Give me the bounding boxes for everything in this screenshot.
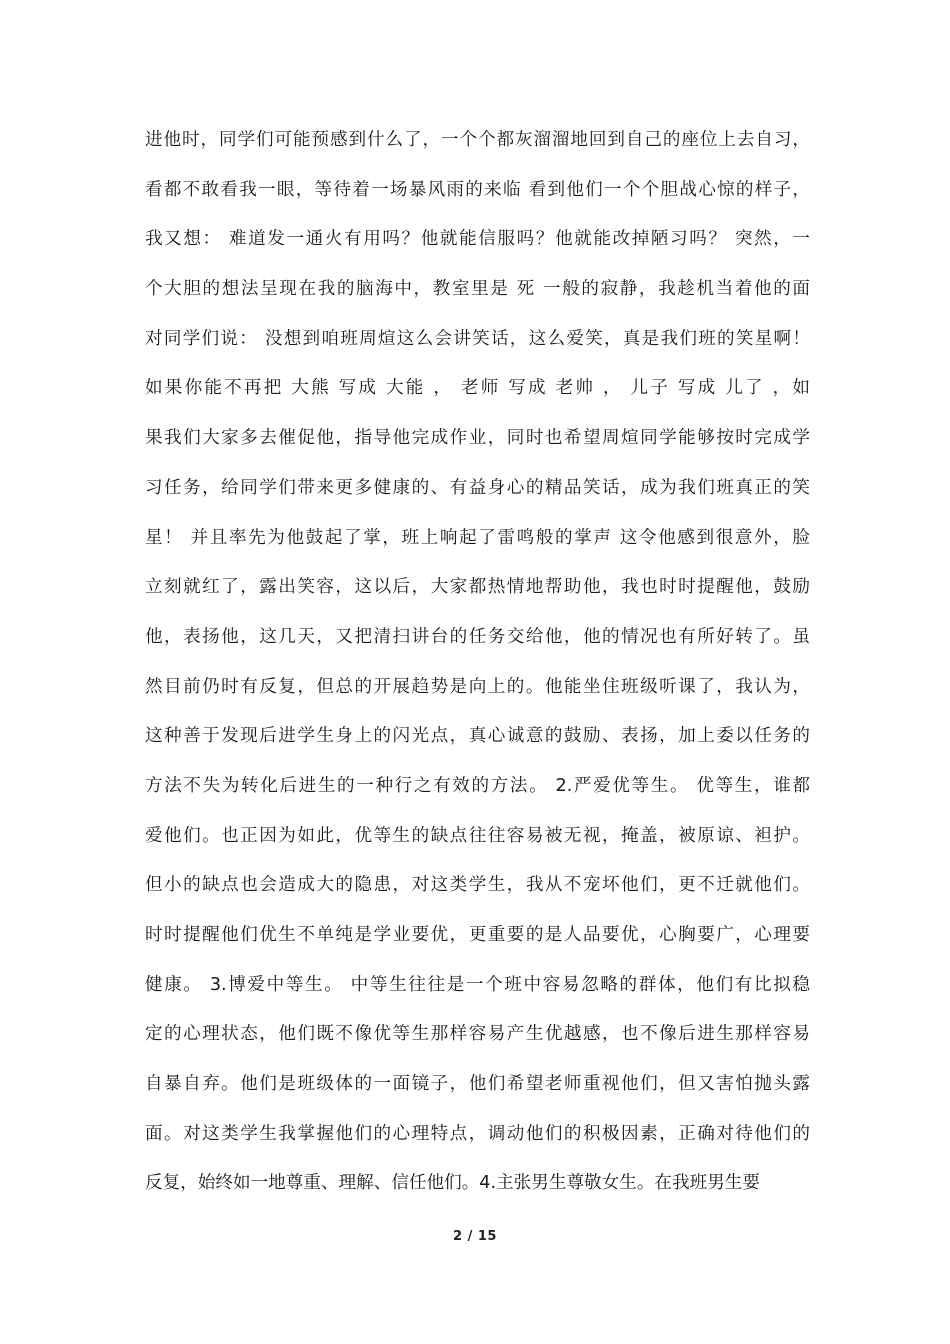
text-line: 如果你能不再把 大熊 写成 大能 ， 老师 写成 老帅 ， 儿子 写成 儿了 ，如	[145, 378, 810, 399]
text-line: 定的心理状态，他们既不像优等生那样容易产生优越感，也不像后进生那样容易	[145, 1024, 810, 1045]
text-line: 我又想： 难道发一通火有用吗？他就能信服吗？他就能改掉陋习吗？ 突然，一	[145, 229, 810, 250]
text-line: 果我们大家多去催促他，指导他完成作业，同时也希望周煊同学能够按时完成学	[145, 428, 810, 449]
text-line: 对同学们说： 没想到咱班周煊这么会讲笑话，这么爱笑，真是我们班的笑星啊！	[145, 328, 810, 349]
text-line: 习任务，给同学们带来更多健康的、有益身心的精品笑话，成为我们班真正的笑	[145, 477, 810, 498]
text-line: 这种善于发现后进学生身上的闪光点，真心诚意的鼓励、表扬，加上委以任务的	[145, 726, 810, 747]
text-line: 面。对这类学生我掌握他们的心理特点，调动他们的积极因素，正确对待他们的	[145, 1123, 810, 1144]
page-number: 2 / 15	[453, 1229, 497, 1244]
text-line: 反复，始终如一地尊重、理解、信任他们。4.主张男生尊敬女生。在我班男生要	[145, 1173, 760, 1194]
text-line: 时时提醒他们优生不单纯是学业要优，更重要的是人品要优，心胸要广，心理要	[145, 925, 810, 945]
text-line: 个大胆的想法呈现在我的脑海中，教室里是 死 一般的寂静，我趁机当着他的面	[145, 279, 810, 300]
text-line: 然目前仍时有反复，但总的开展趋势是向上的。他能坐住班级听课了，我认为，	[145, 676, 810, 697]
body-text	[145, 123, 810, 1216]
text-line: 但小的缺点也会造成大的隐患，对这类学生，我从不宠坏他们，更不迁就他们。	[145, 875, 810, 896]
text-line: 看都不敢看我一眼，等待着一场暴风雨的来临 看到他们一个个胆战心惊的样子，	[145, 179, 810, 200]
text-line: 进他时，同学们可能预感到什么了，一个个都灰溜溜地回到自己的座位上去自习，	[145, 130, 810, 150]
text-line: 方法不失为转化后进生的一种行之有效的方法。 2.严爱优等生。 优等生，谁都	[145, 775, 810, 796]
text-line: 爱他们。也正因为如此，优等生的缺点往往容易被无视，掩盖，被原谅、袒护。	[145, 825, 810, 846]
text-line: 立刻就红了，露出笑容，这以后，大家都热情地帮助他，我也时时提醒他，鼓励	[145, 577, 810, 598]
text-line: 星！ 并且率先为他鼓起了掌，班上响起了雷鸣般的掌声 这令他感到很意外，脸	[145, 527, 810, 548]
text-line: 自暴自弃。他们是班级体的一面镜子，他们希望老师重视他们，但又害怕抛头露	[145, 1074, 810, 1095]
text-line: 健康。 3.博爱中等生。 中等生往往是一个班中容易忽略的群体，他们有比拟稳	[145, 974, 810, 995]
text-line: 他，表扬他，这几天，又把清扫讲台的任务交给他，他的情况也有所好转了。虽	[145, 626, 810, 647]
